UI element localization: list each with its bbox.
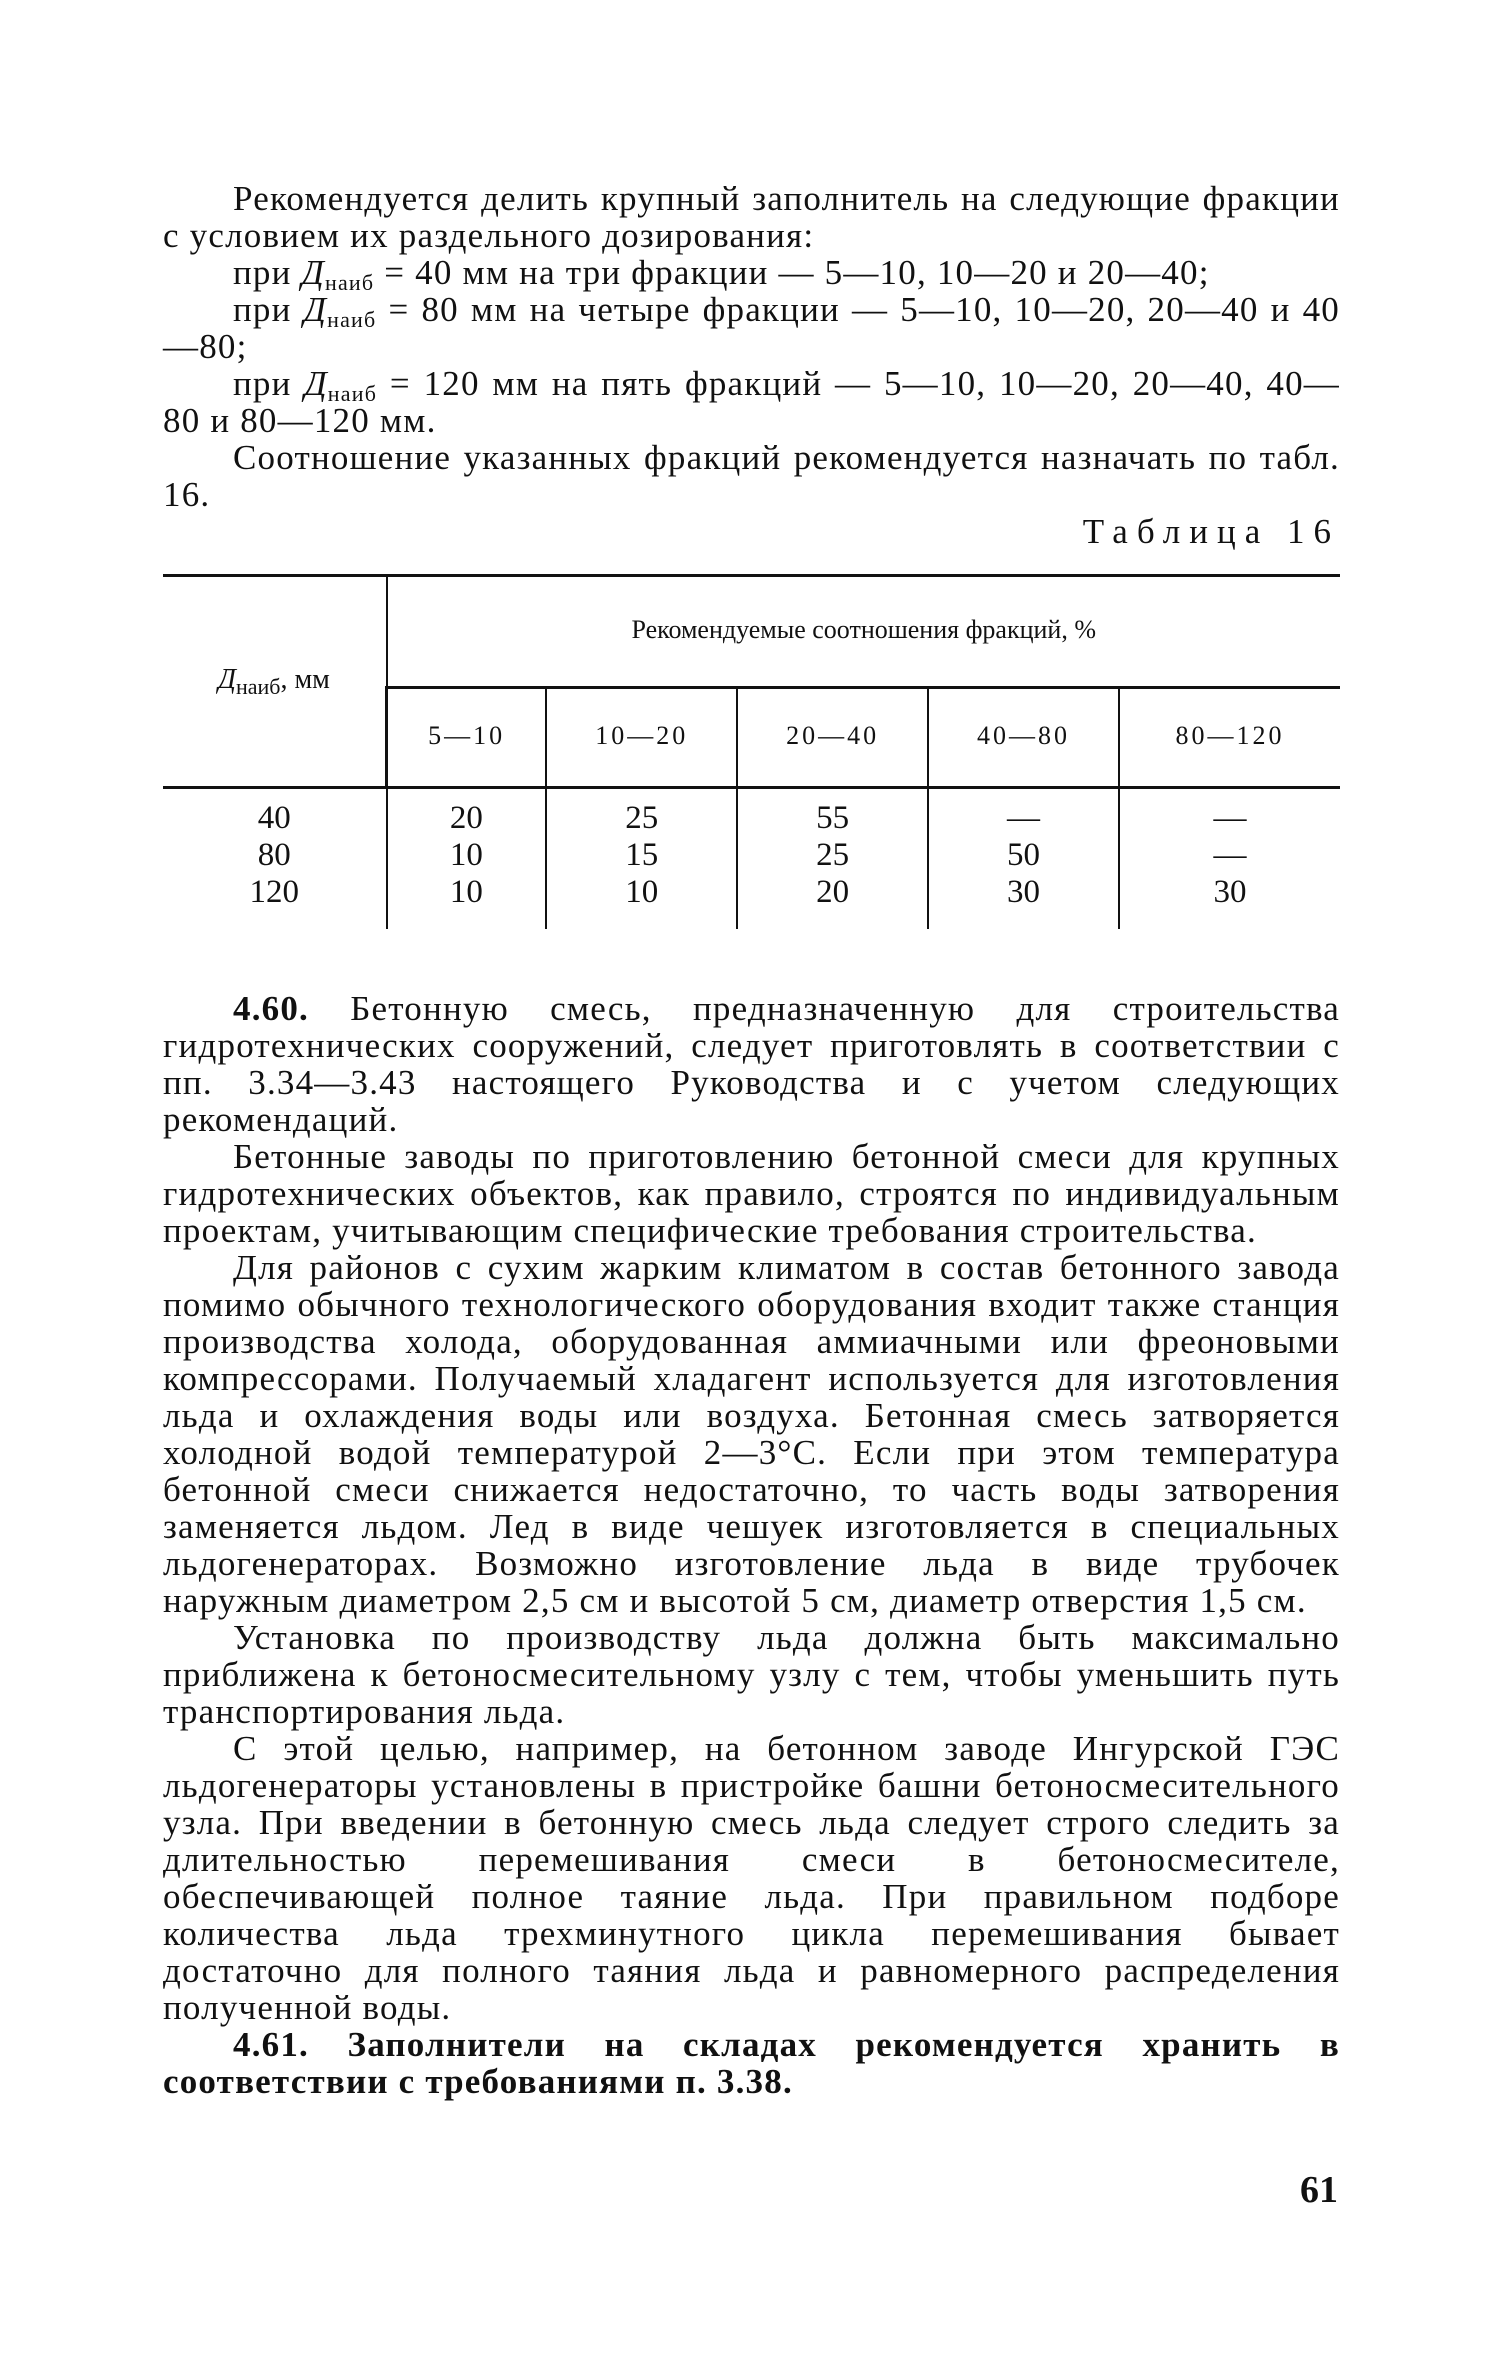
table-cell: —: [1006, 800, 1040, 836]
table-cell: 20: [816, 874, 850, 910]
section-4-60: [163, 990, 1340, 2100]
table-cell: 120: [249, 874, 299, 910]
paragraph: С этой целью, например, на бетонном заводе Ингурской ГЭС льдогенераторы установлены в пристройке башни бетоносмесительного узла. При введении в бетонную смесь льда следует строго следить за длительностью перемешивания смеси в бетоносмесителе, обеспечивающей полное таяние льда. При правильном подборе количества льда трехминутного цикла перемешивания бывает достаточно для полного таяния льда и равномерного распределения полученной воды.: [163, 1729, 1340, 2027]
table-cell: 10: [449, 837, 483, 873]
column-header: 80—120: [1119, 686, 1340, 786]
text: Бетонную смесь, предназначенную для строительства гидротехнических сооружений, следует приготовлять в соответствии с пп. 3.34—3.43 настоящего Руководства и с учетом следующих рекомендаций.: [163, 989, 1340, 1139]
column-header: 10—20: [546, 686, 737, 786]
fraction-item-80: [163, 291, 1340, 365]
text: при: [233, 290, 304, 329]
text: = 120 мм на пять фракций — 5—10, 10—20, 20—40, 40—80 и 80—120 мм.: [163, 364, 1340, 440]
table-column-cell: [737, 786, 928, 929]
text: при: [233, 364, 305, 403]
table-column-cell: [1119, 786, 1340, 929]
table-cell: 25: [625, 800, 659, 836]
table-column-cell: [928, 786, 1119, 929]
table-cell: —: [1213, 837, 1247, 873]
page-number: 61: [1300, 2169, 1338, 2211]
table-title: Таблица 16: [1082, 512, 1340, 551]
subscript: наиб: [327, 381, 378, 406]
table-cell: 20: [449, 800, 483, 836]
text: = 80 мм на четыре фракции — 5—10, 10—20, 20—40 и 40—80;: [163, 290, 1340, 366]
symbol: Д: [301, 253, 325, 292]
table-cell: 30: [1006, 874, 1040, 910]
table-cell: 40: [257, 800, 291, 836]
table-column-cell: [387, 786, 547, 929]
column-header: 5—10: [387, 686, 547, 786]
table-cell: 10: [449, 874, 483, 910]
paragraph: Установка по производству льда должна быть максимально приближена к бетоносмесительному узлу с тем, чтобы уменьшить путь транспортирования льда.: [163, 1618, 1340, 1731]
section-number: 4.60.: [233, 989, 309, 1028]
table-cell: 80: [257, 837, 291, 873]
fraction-item-120: [163, 365, 1340, 439]
table-cell: 15: [625, 837, 659, 873]
table-cell: 55: [816, 800, 850, 836]
text: = 40 мм на три фракции — 5—10, 10—20 и 20—40;: [374, 253, 1210, 292]
fraction-item-40: [163, 253, 1340, 295]
subscript: наиб: [324, 270, 375, 295]
subscript: наиб: [327, 307, 377, 332]
fraction-ratio-table: [163, 574, 1340, 929]
section-4-61: 4.61. Заполнители на складах рекомендуется хранить в соответствии с требованиями п. 3.38.: [163, 2025, 1340, 2101]
intro-paragraph: Рекомендуется делить крупный заполнитель на следующие фракции с условием их раздельного дозирования:: [163, 179, 1340, 255]
symbol: Д: [218, 664, 236, 695]
table-cell: 25: [816, 837, 850, 873]
column-header: 40—80: [928, 686, 1119, 786]
table-cell: 10: [625, 874, 659, 910]
table-reference-paragraph: Соотношение указанных фракций рекомендуется назначать по табл. 16.: [163, 438, 1340, 514]
table-cell: 50: [1006, 837, 1040, 873]
table-column-cell: [163, 786, 387, 929]
symbol: Д: [303, 290, 328, 329]
text: при: [233, 253, 302, 292]
paragraph: [163, 990, 1340, 1138]
group-header: Рекомендуемые соотношения фракций, %: [387, 574, 1341, 686]
intro-section: [163, 180, 1340, 513]
paragraph: Бетонные заводы по приготовлению бетонной смеси для крупных гидротехнических объектов, как правило, строятся по индивидуальным проектам, учитывающим специфические требования строительства.: [163, 1137, 1340, 1250]
table-cell: —: [1213, 800, 1247, 836]
table-column-cell: [546, 786, 737, 929]
subscript: наиб: [235, 674, 281, 699]
paragraph: Для районов с сухим жарким климатом в состав бетонного завода помимо обычного технологического оборудования входит также станция производства холода, оборудованная аммиачными или фреоновыми компрессорами. Получаемый хладагент используется для изготовления льда и охлаждения воды или воздуха. Бетонная смесь затворяется холодной водой температурой 2—3°С. Если при этом температура бетонной смеси снижается недостаточно, то часть воды затворения заменяется льдом. Лед в виде чешуек изготовляется в специальных льдогенераторах. Возможно изготовление льда в виде трубочек наружным диаметром 2,5 см и высотой 5 см, диаметр отверстия 1,5 см.: [163, 1248, 1340, 1620]
column-header: 20—40: [737, 686, 928, 786]
row-header: [163, 574, 387, 786]
symbol: Д: [304, 364, 328, 403]
unit: , мм: [280, 664, 330, 695]
table-body: [163, 786, 1340, 929]
table-cell: 30: [1213, 874, 1247, 910]
